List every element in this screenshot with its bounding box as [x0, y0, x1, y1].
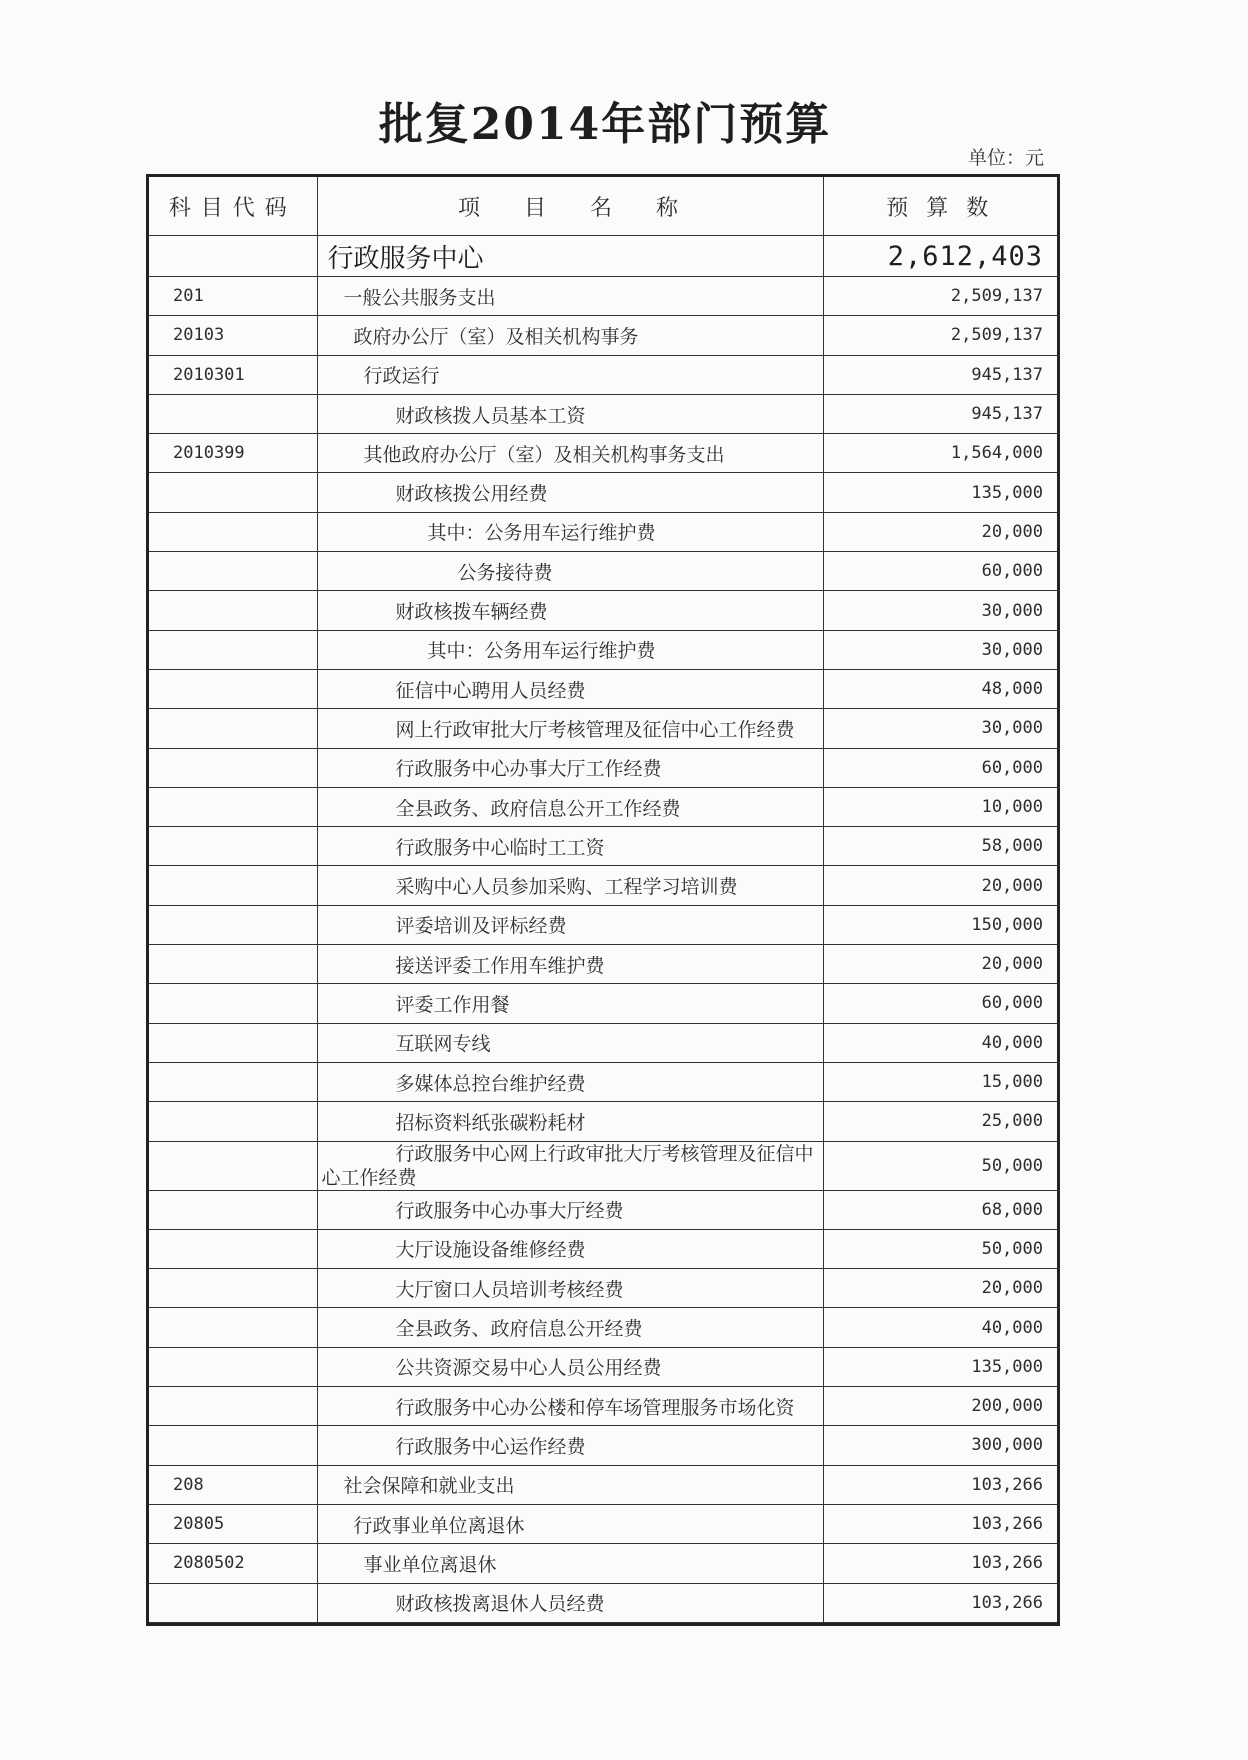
row-name: 接送评委工作用车维护费: [317, 945, 823, 984]
row-amount: 20,000: [823, 1269, 1057, 1308]
row-name: 采购中心人员参加采购、工程学习培训费: [317, 866, 823, 905]
row-name: 征信中心聘用人员经费: [317, 669, 823, 708]
row-amount: 58,000: [823, 827, 1057, 866]
table-row: [149, 787, 1057, 826]
row-amount: 103,266: [823, 1465, 1057, 1504]
budget-table: [149, 177, 1057, 1623]
row-amount: 60,000: [823, 984, 1057, 1023]
row-name: 招标资料纸张碳粉耗材: [317, 1102, 823, 1141]
row-name: 财政核拨车辆经费: [317, 591, 823, 630]
row-code: [149, 1308, 317, 1347]
header-code: 科目代码: [149, 177, 317, 236]
row-name: 公务接待费: [317, 552, 823, 591]
row-amount: 200,000: [823, 1387, 1057, 1426]
budget-table-frame: [146, 174, 1060, 1626]
row-name: 多媒体总控台维护经费: [317, 1062, 823, 1101]
row-name: 行政服务中心运作经费: [317, 1426, 823, 1465]
header-amount: 预算数: [823, 177, 1057, 236]
row-name: 行政服务中心办公楼和停车场管理服务市场化资: [317, 1387, 823, 1426]
row-amount: 15,000: [823, 1062, 1057, 1101]
row-name: 政府办公厅（室）及相关机构事务: [317, 316, 823, 355]
row-code: [149, 630, 317, 669]
table-row: [149, 1426, 1057, 1465]
table-row: [149, 1387, 1057, 1426]
table-row: [149, 591, 1057, 630]
row-code: [149, 591, 317, 630]
row-name: 网上行政审批大厅考核管理及征信中心工作经费: [317, 709, 823, 748]
table-row: [149, 1023, 1057, 1062]
row-amount: 50,000: [823, 1229, 1057, 1268]
row-amount: 150,000: [823, 905, 1057, 944]
row-code: 2080502: [149, 1544, 317, 1583]
row-name: 社会保障和就业支出: [317, 1465, 823, 1504]
table-row: [149, 394, 1057, 433]
department-amount: 2,612,403: [823, 236, 1057, 277]
row-code: [149, 669, 317, 708]
unit-label: 单位：元: [968, 147, 1045, 169]
row-amount: 30,000: [823, 591, 1057, 630]
row-name: 公共资源交易中心人员公用经费: [317, 1347, 823, 1386]
row-code: [149, 1190, 317, 1229]
row-amount: 20,000: [823, 512, 1057, 551]
row-amount: 30,000: [823, 630, 1057, 669]
row-amount: 60,000: [823, 552, 1057, 591]
row-code: [149, 1141, 317, 1190]
row-amount: 40,000: [823, 1023, 1057, 1062]
row-code: [149, 905, 317, 944]
row-amount: 1,564,000: [823, 434, 1057, 473]
row-amount: 2,509,137: [823, 277, 1057, 316]
row-amount: 135,000: [823, 1347, 1057, 1386]
table-row: [149, 1544, 1057, 1583]
table-row: [149, 1504, 1057, 1543]
row-name: 一般公共服务支出: [317, 277, 823, 316]
row-name: 财政核拨人员基本工资: [317, 394, 823, 433]
row-amount: 40,000: [823, 1308, 1057, 1347]
table-row: [149, 709, 1057, 748]
row-name: 事业单位离退休: [317, 1544, 823, 1583]
row-amount: 68,000: [823, 1190, 1057, 1229]
row-name: 行政运行: [317, 355, 823, 394]
row-code: [149, 787, 317, 826]
row-amount: 945,137: [823, 355, 1057, 394]
row-name: 大厅窗口人员培训考核经费: [317, 1269, 823, 1308]
row-name: 行政服务中心网上行政审批大厅考核管理及征信中心工作经费: [317, 1141, 823, 1190]
row-amount: 103,266: [823, 1583, 1057, 1622]
row-name: 财政核拨离退休人员经费: [317, 1583, 823, 1622]
row-code: [149, 709, 317, 748]
row-code: [149, 945, 317, 984]
row-name: 全县政务、政府信息公开经费: [317, 1308, 823, 1347]
row-name: 其中：公务用车运行维护费: [317, 630, 823, 669]
table-row: [149, 827, 1057, 866]
row-amount: 60,000: [823, 748, 1057, 787]
row-code: [149, 1387, 317, 1426]
row-code: [149, 512, 317, 551]
table-row: [149, 1190, 1057, 1229]
row-code: [149, 1347, 317, 1386]
row-name: 其他政府办公厅（室）及相关机构事务支出: [317, 434, 823, 473]
table-row: [149, 630, 1057, 669]
row-amount: 103,266: [823, 1544, 1057, 1583]
row-code: [149, 394, 317, 433]
row-name: 行政事业单位离退休: [317, 1504, 823, 1543]
row-code: [149, 1426, 317, 1465]
table-row: [149, 1308, 1057, 1347]
table-row: [149, 1269, 1057, 1308]
row-name: 大厅设施设备维修经费: [317, 1229, 823, 1268]
table-row: [149, 552, 1057, 591]
table-row: [149, 1583, 1057, 1622]
table-row: [149, 748, 1057, 787]
row-amount: 20,000: [823, 866, 1057, 905]
row-amount: 135,000: [823, 473, 1057, 512]
table-row: [149, 669, 1057, 708]
row-code: [149, 1062, 317, 1101]
row-code: [149, 866, 317, 905]
row-code: [149, 1229, 317, 1268]
table-row: [149, 1229, 1057, 1268]
row-amount: 25,000: [823, 1102, 1057, 1141]
row-amount: 945,137: [823, 394, 1057, 433]
page-title: 批复2014年部门预算: [378, 99, 832, 150]
row-name: 行政服务中心临时工工资: [317, 827, 823, 866]
row-code: 2010399: [149, 434, 317, 473]
row-code: [149, 827, 317, 866]
row-name: 全县政务、政府信息公开工作经费: [317, 787, 823, 826]
row-amount: 300,000: [823, 1426, 1057, 1465]
row-name: 行政服务中心办事大厅经费: [317, 1190, 823, 1229]
row-code: [149, 984, 317, 1023]
table-row: [149, 984, 1057, 1023]
row-code: [149, 552, 317, 591]
row-code: [149, 1583, 317, 1622]
row-amount: 30,000: [823, 709, 1057, 748]
table-row: [149, 277, 1057, 316]
table-row: [149, 316, 1057, 355]
table-header-row: [149, 177, 1057, 236]
table-row: [149, 512, 1057, 551]
table-row: [149, 1062, 1057, 1101]
row-name: 财政核拨公用经费: [317, 473, 823, 512]
row-amount: 50,000: [823, 1141, 1057, 1190]
table-row: [149, 473, 1057, 512]
row-name: 互联网专线: [317, 1023, 823, 1062]
table-row: [149, 1465, 1057, 1504]
row-name: 评委培训及评标经费: [317, 905, 823, 944]
row-code: [149, 1102, 317, 1141]
row-name: 行政服务中心办事大厅工作经费: [317, 748, 823, 787]
department-row: [149, 236, 1057, 277]
row-code: [149, 748, 317, 787]
row-name: 其中：公务用车运行维护费: [317, 512, 823, 551]
table-row: [149, 355, 1057, 394]
row-amount: 20,000: [823, 945, 1057, 984]
table-row: [149, 866, 1057, 905]
row-amount: 2,509,137: [823, 316, 1057, 355]
department-code: [149, 236, 317, 277]
department-name: 行政服务中心: [317, 236, 823, 277]
row-code: 208: [149, 1465, 317, 1504]
row-amount: 103,266: [823, 1504, 1057, 1543]
table-row: [149, 1141, 1057, 1190]
table-row: [149, 1102, 1057, 1141]
table-row: [149, 434, 1057, 473]
row-amount: 10,000: [823, 787, 1057, 826]
table-row: [149, 1347, 1057, 1386]
row-code: [149, 473, 317, 512]
row-amount: 48,000: [823, 669, 1057, 708]
row-code: 2010301: [149, 355, 317, 394]
table-row: [149, 945, 1057, 984]
table-row: [149, 905, 1057, 944]
row-code: 20805: [149, 1504, 317, 1543]
row-code: [149, 1269, 317, 1308]
row-code: 20103: [149, 316, 317, 355]
row-name: 评委工作用餐: [317, 984, 823, 1023]
row-code: [149, 1023, 317, 1062]
header-name: 项目名称: [317, 177, 823, 236]
row-code: 201: [149, 277, 317, 316]
